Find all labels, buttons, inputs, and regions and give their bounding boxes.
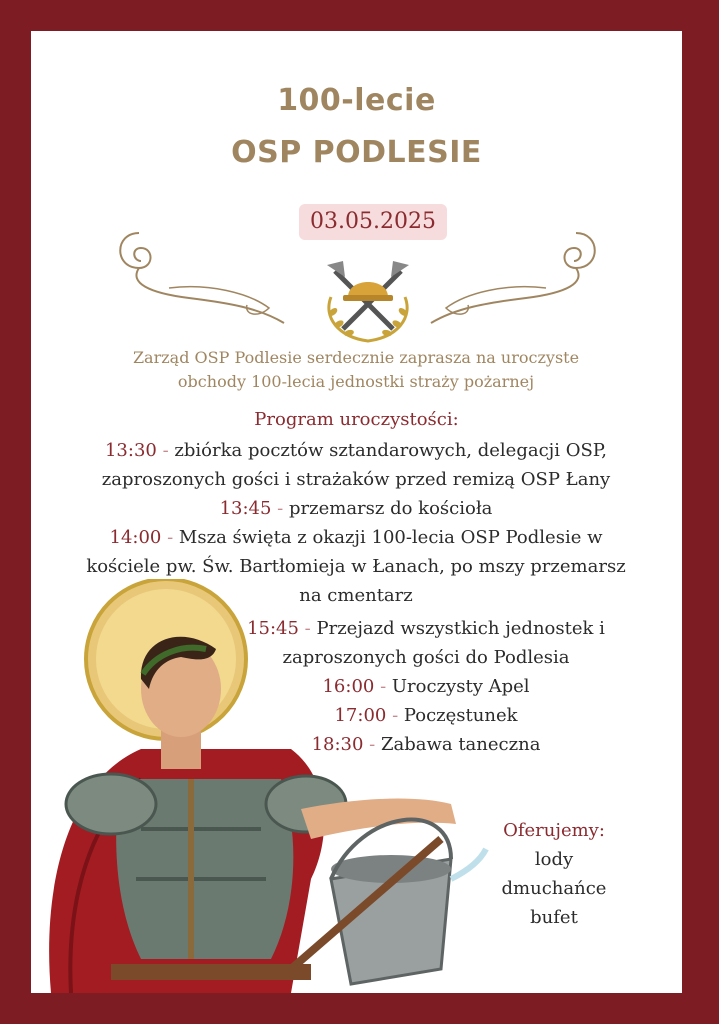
right-flourish-icon — [406, 223, 606, 333]
program-text: kościele pw. Św. Bartłomieja w Łanach, po mszy przemarsz — [86, 556, 626, 577]
saint-florian-illustration — [31, 579, 491, 993]
date-badge: 03.05.2025 — [299, 204, 447, 240]
program-text: zaproszonych gości i strażaków przed remizą OSP Łany — [101, 469, 611, 490]
program-text: Uroczysty Apel — [391, 676, 530, 697]
offer-item: lody — [534, 849, 574, 870]
program-time: 16:00 — [322, 676, 375, 697]
program-text: Msza święta z okazji 100-lecia OSP Podlesie w — [178, 527, 603, 548]
intro-text — [91, 346, 621, 394]
program-item: 13:30 - zbiórka pocztów sztandarowych, delegacji OSP, zaproszonych gości i strażaków przed remizą OSP Łany — [71, 436, 641, 494]
program-time: 15:45 — [247, 618, 299, 639]
program-text: Przejazd wszystkich jednostek i — [316, 618, 605, 639]
program-item: 18:30 - Zabawa taneczna — [311, 734, 541, 755]
offer-block — [479, 816, 629, 932]
program-item: 17:00 - Poczęstunek — [334, 705, 518, 726]
program-item: 15:45 - Przejazd wszystkich jednostek i zaproszonych gości do Podlesia — [211, 614, 641, 672]
program-item: 13:45 - przemarsz do kościoła — [219, 498, 493, 519]
intro-line2: obchody 100-lecia jednostki straży pożarnej — [177, 372, 535, 391]
offer-item: dmuchańce — [501, 878, 607, 899]
poster — [31, 31, 682, 993]
program-text: przemarsz do kościoła — [288, 498, 493, 519]
program-text: zaproszonych gości do Podlesia — [282, 647, 570, 668]
program-text: Poczęstunek — [403, 705, 518, 726]
left-flourish-icon — [109, 223, 309, 333]
program-time: 13:30 — [104, 440, 157, 461]
offer-item: bufet — [530, 907, 578, 928]
poster-title-line1: 100-lecie — [277, 83, 436, 118]
program-text: zbiórka pocztów sztandarowych, delegacji OSP, — [174, 440, 607, 461]
program-text: Zabawa taneczna — [380, 734, 541, 755]
firefighter-emblem-icon — [313, 257, 423, 347]
program-text: na cmentarz — [299, 585, 413, 606]
program-item: 14:00 - Msza święta z okazji 100-lecia OSP Podlesie w kościele pw. Św. Bartłomieja w Łanach, po mszy przemarsz na cmentarz — [71, 523, 641, 610]
program-title: Program uroczystości: — [254, 409, 459, 430]
program-time: 17:00 — [334, 705, 387, 726]
poster-title-line2: OSP PODLESIE — [231, 135, 482, 170]
intro-line1: Zarząd OSP Podlesie serdecznie zaprasza na uroczyste — [132, 348, 580, 367]
offer-title: Oferujemy: — [503, 820, 605, 841]
program-time: 18:30 — [311, 734, 364, 755]
program-time: 13:45 — [219, 498, 272, 519]
program-item: 16:00 - Uroczysty Apel — [322, 676, 530, 697]
program-time: 14:00 — [109, 527, 162, 548]
